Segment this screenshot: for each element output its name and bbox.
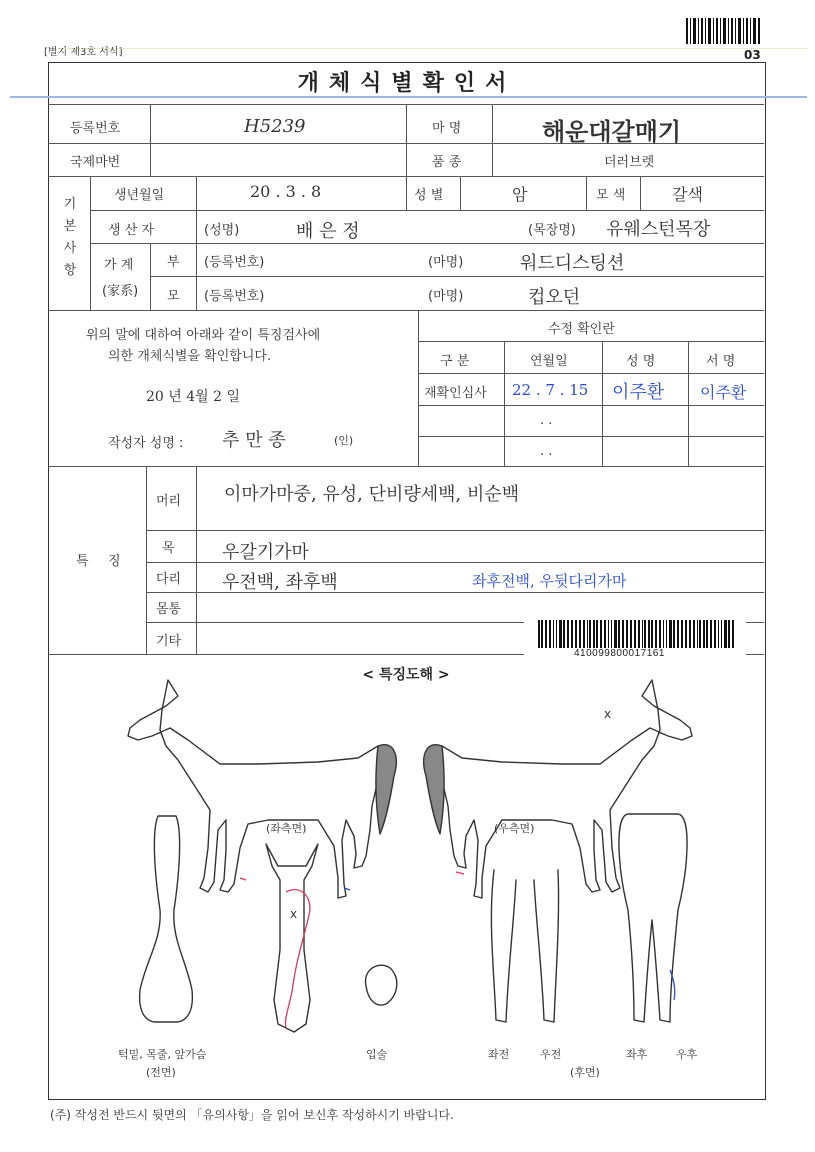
rear-right-caption: 우후 [676,1048,698,1061]
barcode-bar [655,620,657,648]
horse-name-label: 마 명 [432,121,462,136]
barcode-bar [549,620,551,648]
rule [48,310,764,311]
producer-label: 생 산 자 [108,223,154,238]
statement-line-2: 의한 개체식별을 확인합니다. [108,349,272,364]
barcode-bar [677,620,679,648]
dam-label: 모 [167,289,180,304]
barcode-bar [703,620,705,648]
cross-mark: x [604,707,612,721]
barcode-bar [681,620,683,648]
page-number: 03 [744,48,761,62]
form-number: [별지 제3호 서식] [44,47,123,58]
seal-mark: (인) [334,434,354,447]
rear-left-caption: 좌후 [626,1048,648,1061]
barcode-bar [614,620,617,648]
sire-name-value: 워드디스팅션 [520,253,625,274]
diagram-title: < 특징도해 > [362,667,450,683]
dam-name-label: (마명) [428,289,464,304]
features-section-char: 징 [108,554,121,569]
sire-name-label: (마명) [428,255,464,270]
right-side-caption: (우측면) [494,822,535,835]
barcode-bar [710,620,712,648]
basic-section-char: 항 [63,263,77,278]
rule [146,530,764,531]
head-label: 머리 [156,494,182,509]
left-side-horse-outline [128,680,394,898]
barcode-bar [575,620,577,648]
rev-row2-date: . . [540,413,553,428]
front-caption: (전면) [146,1066,176,1079]
confirm-date: 20 년 4월 2 일 [146,389,241,405]
barcode-bar [589,620,591,648]
rule [196,466,197,654]
hindleg-marking [456,872,464,874]
barcode-bar [648,620,650,648]
footer-note: (주) 작성전 반드시 뒷면의 「유의사항」을 읽어 보신후 작성하시기 바랍니다. [50,1108,454,1122]
breed-label: 품 종 [432,155,462,170]
rule [688,341,689,466]
barcode-bar [644,620,646,648]
barcode-bar [587,620,588,648]
barcode-bar [556,620,557,648]
rule [48,466,764,467]
writer-label: 작성자 성명 : [108,436,184,451]
barcode-bar [651,620,653,648]
dam-regno-label: (등록번호) [204,289,265,304]
barcode-bar [630,620,632,648]
barcode-bar [721,620,722,648]
barcode-bar [638,620,640,648]
rule [406,104,407,176]
lineage-label: 가 계 [104,258,134,273]
barcode-bar [642,620,643,648]
birth-value: 20 . 3 . 8 [250,182,322,201]
basic-section-char: 사 [63,241,77,256]
basic-section-char: 기 [63,197,77,212]
barcode-bar [600,620,602,648]
producer-name-label: (성명) [204,223,240,238]
barcode-bar [699,620,701,648]
right-side-horse-tail [424,745,444,834]
neck-label: 목 [162,541,175,556]
barcode-bar [538,620,540,648]
barcode-bar [579,620,581,648]
body-label: 몸통 [156,602,182,617]
reg-no-value: H5239 [244,116,306,137]
barcode-bar [611,620,612,648]
rule [150,243,151,310]
rule [418,436,764,437]
left-side-caption: (좌측면) [266,822,307,835]
barcode-bar [659,620,661,648]
rear-caption: (후면) [570,1066,600,1079]
horse-diagram [48,670,764,1070]
rule [602,341,603,466]
barcode-bars [538,620,738,648]
reg-no-label: 등록번호 [70,121,121,136]
chest-caption: 턱밑, 목줄, 앞가슴 [118,1048,207,1061]
barcode-bar [685,620,687,648]
rule [90,176,91,310]
top-rule [60,48,808,49]
right-side-horse-outline [426,680,692,898]
barcode-bar [689,620,691,648]
barcode-bar [706,620,708,648]
rule [640,176,641,210]
barcode-bar [596,620,598,648]
rule [196,176,197,310]
scan-guide-line [10,96,807,98]
sex-label: 성 별 [414,188,444,203]
legs-label: 다리 [156,572,182,587]
barcode-bar [553,620,554,648]
rule [418,341,764,342]
cross-mark: x [290,907,298,921]
left-side-horse-tail [376,745,396,834]
rule [418,310,419,466]
breed-value: 더러브렛 [604,155,655,170]
barcode-bar [673,620,675,648]
sex-value: 암 [512,185,528,204]
writer-name: 추 만 종 [222,430,286,451]
lips-caption: 입술 [366,1048,388,1061]
rule [150,276,764,277]
barcode-bar [604,620,606,648]
rule [492,104,493,176]
rev-row1-date: 22 . 7 . 15 [512,381,589,399]
head-value: 이마가마중, 유성, 단비량세백, 비순백 [224,484,520,505]
rule [418,373,764,374]
barcode-bar [545,620,547,648]
rev-row3-date: . . [540,444,553,459]
foreleg-marking [240,878,246,880]
barcode-bar [666,620,667,648]
barcode-bar [714,620,716,648]
revision-title: 수정 확인란 [548,322,615,337]
barcode-bar [571,620,573,648]
head-front-view [266,844,318,1032]
intl-no-label: 국제마번 [70,155,121,170]
rule [90,243,764,244]
farm-value: 유웨스턴목장 [606,219,711,240]
rev-row1-name: 이주환 [612,382,665,403]
basic-section-char: 본 [63,219,77,234]
horse-name-value: 해운대갈매기 [542,117,682,146]
front-left-caption: 좌전 [488,1048,510,1061]
barcode-bar [634,620,636,648]
color-value: 갈색 [672,185,703,204]
lineage-label-hanja: (家系) [102,284,139,299]
barcode-bar [622,620,624,648]
barcode-bar [724,620,727,648]
lips-view [366,965,397,1005]
barcode-bar [693,620,695,648]
front-right-caption: 우전 [540,1048,562,1061]
barcode-bar [559,620,562,648]
rear-view [619,814,687,1022]
rev-col-date: 연월일 [530,354,568,369]
barcode-bar [732,620,734,648]
producer-name-value: 배 은 정 [296,221,360,242]
birth-label: 생년월일 [114,188,165,203]
barcode-number: 410099800017161 [574,648,665,659]
rev-col-name: 성 명 [626,354,656,369]
rule [418,405,764,406]
barcode-bar [563,620,565,648]
barcode-bar [697,620,698,648]
rule [90,210,764,211]
other-label: 기타 [156,634,182,649]
barcode-bar [583,620,585,648]
barcode-bar [593,620,595,648]
rule [150,104,151,176]
statement-line-1: 위의 말에 대하여 아래와 같이 특징검사에 [86,328,321,343]
chest-front-view [140,816,193,1022]
rule [586,176,587,210]
features-section-char: 특 [76,554,89,569]
barcode-bar [718,620,719,648]
rev-col-category: 구 분 [440,354,470,369]
dam-name-value: 컵오던 [528,287,581,308]
rule [406,176,407,210]
rule [504,341,505,466]
rule [460,176,461,210]
legs-value: 우전백, 좌후백 [222,572,338,593]
form-title: 개체식별확인서 [297,71,517,96]
barcode-bar [541,620,543,648]
barcode-bar [567,620,569,648]
farm-label: (목장명) [528,223,576,238]
rev-col-sign: 서 명 [706,354,736,369]
neck-value: 우갈기가마 [222,542,309,563]
barcode-bar [663,620,664,648]
barcode-bar [669,620,672,648]
rule [146,466,147,654]
barcode-bar [626,620,628,648]
barcode-bar [608,620,609,648]
barcode-top [686,18,762,44]
front-legs-view [491,870,558,1022]
rev-row1-sign: 이주환 [700,383,747,402]
sire-label: 부 [167,255,180,270]
barcode-bar [728,620,730,648]
sire-regno-label: (등록번호) [204,255,265,270]
legs-value-revision: 좌후전백, 우뒷다리가마 [472,572,627,590]
barcode-bar [618,620,620,648]
barcode-sticker [524,618,746,662]
rev-row1-category: 재확인심사 [424,386,487,401]
color-label: 모 색 [596,188,626,203]
